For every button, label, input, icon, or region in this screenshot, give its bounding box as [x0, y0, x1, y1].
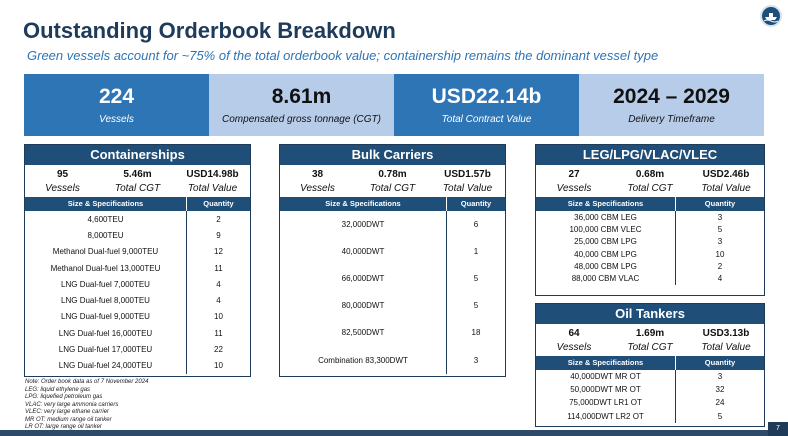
- cell-spec: LNG Dual-fuel 9,000TEU: [25, 309, 187, 325]
- cell-spec: 32,000DWT: [280, 211, 447, 238]
- cell-qty: 3: [717, 372, 723, 382]
- cell-qty: 4: [216, 279, 221, 289]
- ship-logo-icon: [760, 5, 782, 27]
- kpi-label: Vessels: [99, 114, 134, 125]
- cell-qty: 18: [471, 328, 481, 338]
- cell-qty: 22: [214, 345, 223, 355]
- header-qty: Quantity: [460, 199, 492, 208]
- cell-spec: 48,000 CBM LPG: [536, 260, 676, 272]
- cell-qty: 5: [717, 411, 723, 421]
- footnote: LEG: liquid ethylene gas: [25, 386, 91, 393]
- cell-spec: 40,000DWT MR OT: [536, 370, 676, 383]
- stat-cgt: [355, 165, 430, 197]
- cell-spec: 36,000 CBM LEG: [536, 211, 676, 223]
- panel-title: Oil Tankers: [536, 304, 764, 324]
- table-row: [536, 396, 764, 409]
- stat-cgt: [612, 165, 688, 197]
- cell-spec: 40,000DWT: [280, 238, 447, 265]
- cell-qty: 11: [214, 263, 223, 273]
- cell-spec: 88,000 CBM VLAC: [536, 272, 676, 284]
- cell-qty: 11: [214, 328, 223, 338]
- cell-spec: 114,000DWT LR2 OT: [536, 410, 676, 423]
- cell-spec: 4,600TEU: [25, 211, 187, 227]
- stat-label: Total Value: [701, 182, 751, 194]
- cell-spec: 100,000 CBM VLEC: [536, 223, 676, 235]
- cell-spec: 80,000DWT: [280, 292, 447, 319]
- kpi-label: Total Contract Value: [441, 114, 532, 125]
- kpi-value: 2024 – 2029: [613, 85, 730, 108]
- stat-label: Total CGT: [114, 182, 161, 194]
- stat-vessels: [25, 165, 100, 197]
- cell-qty: 10: [214, 312, 223, 322]
- kpi-label: Compensated gross tonnage (CGT): [222, 114, 381, 125]
- cell-qty: 3: [473, 355, 479, 365]
- cell-qty: 3: [717, 212, 723, 222]
- table-row: [25, 227, 250, 243]
- kpi-delivery-timeframe: [579, 74, 764, 136]
- cell-qty: 5: [473, 301, 479, 311]
- cell-spec: 50,000DWT MR OT: [536, 383, 676, 396]
- panel-stats: [536, 165, 764, 197]
- stat-label: Total Value: [701, 341, 751, 353]
- kpi-label: Delivery Timeframe: [628, 114, 715, 125]
- cell-qty: 2: [717, 261, 723, 271]
- panel-stats: [280, 165, 505, 197]
- stat-label: Vessels: [556, 182, 592, 194]
- stat-value: 5.46m: [123, 168, 152, 180]
- footnote: Note: Order book data as of 7 November 2024: [25, 379, 149, 385]
- stat-value-total: [175, 165, 250, 197]
- kpi-value: 224: [98, 85, 135, 108]
- cell-qty: 4: [216, 296, 221, 306]
- page-number: 7: [768, 422, 788, 436]
- cell-spec: LNG Dual-fuel 24,000TEU: [25, 358, 187, 374]
- header-qty: Quantity: [704, 358, 736, 367]
- table-row: [536, 272, 764, 284]
- kpi-strip: [24, 74, 764, 136]
- cell-spec: 8,000TEU: [25, 227, 187, 243]
- cell-qty: 6: [473, 220, 479, 230]
- stat-value: 0.78m: [378, 168, 407, 180]
- stat-label: Total CGT: [627, 341, 673, 353]
- cell-spec: Methanol Dual-fuel 13,000TEU: [25, 260, 187, 276]
- stat-vessels: [536, 165, 612, 197]
- stat-vessels: [280, 165, 355, 197]
- stat-value: 1.69m: [635, 327, 665, 339]
- stat-label: Total Value: [187, 182, 238, 194]
- cell-spec: 40,000 CBM LPG: [536, 248, 676, 260]
- table-row: [536, 236, 764, 248]
- stat-value-total: [430, 165, 505, 197]
- cell-spec: LNG Dual-fuel 7,000TEU: [25, 276, 187, 292]
- table-row: [536, 248, 764, 260]
- stat-value: 64: [568, 327, 580, 339]
- cell-spec: 25,000 CBM LPG: [536, 236, 676, 248]
- cell-spec: LNG Dual-fuel 17,000TEU: [25, 341, 187, 357]
- footnote: MR OT: medium range oil tanker: [25, 416, 112, 423]
- stat-vessels: [536, 324, 612, 356]
- stat-label: Vessels: [45, 182, 80, 194]
- footnotes: [25, 379, 148, 432]
- table-row: [280, 346, 505, 373]
- page-title: Outstanding Orderbook Breakdown: [23, 18, 396, 43]
- table-row: [25, 341, 250, 357]
- table-row: [25, 358, 250, 374]
- panel-gas-carriers: [535, 144, 765, 296]
- cell-qty: 10: [715, 249, 725, 259]
- table-header: [280, 197, 505, 211]
- table-header: [536, 356, 764, 370]
- stat-label: Total CGT: [369, 182, 416, 194]
- stat-value: 38: [311, 168, 324, 180]
- footnote: LR OT: large range oil tanker: [25, 424, 102, 430]
- stat-value: USD3.13b: [702, 327, 750, 339]
- stat-cgt: [612, 324, 688, 356]
- stat-label: Vessels: [300, 182, 335, 194]
- stat-value: USD1.57b: [444, 168, 491, 180]
- panel-oil-tankers: [535, 303, 765, 427]
- header-spec: Size & Specifications: [536, 356, 676, 370]
- cell-qty: 5: [717, 224, 723, 234]
- table-row: [536, 223, 764, 235]
- cell-qty: 1: [473, 247, 479, 257]
- cell-qty: 3: [717, 237, 723, 247]
- footnote: VLAC: very large ammonia carriers: [25, 401, 119, 408]
- panel-containerships: [24, 144, 251, 377]
- cell-spec: 75,000DWT LR1 OT: [536, 396, 676, 409]
- table-body: [25, 211, 250, 374]
- table-header: [536, 197, 764, 211]
- stat-value: USD14.98b: [186, 168, 239, 180]
- stat-value: 0.68m: [635, 168, 665, 180]
- header-spec: Size & Specifications: [25, 197, 187, 211]
- kpi-value: USD22.14b: [431, 85, 542, 108]
- stat-label: Total CGT: [627, 182, 673, 194]
- stat-value-total: [688, 165, 764, 197]
- stat-label: Vessels: [556, 341, 592, 353]
- header-spec: Size & Specifications: [280, 197, 447, 211]
- panel-stats: [25, 165, 250, 197]
- table-row: [25, 309, 250, 325]
- kpi-contract-value: [394, 74, 579, 136]
- panel-title: Containerships: [25, 145, 250, 165]
- table-row: [536, 211, 764, 223]
- panel-title: Bulk Carriers: [280, 145, 505, 165]
- table-row: [25, 292, 250, 308]
- stat-cgt: [100, 165, 175, 197]
- stat-value: 95: [56, 168, 69, 180]
- table-row: [280, 238, 505, 265]
- stat-label: Total Value: [442, 182, 493, 194]
- table-row: [25, 260, 250, 276]
- table-body: [280, 211, 505, 374]
- header-qty: Quantity: [704, 199, 736, 208]
- cell-qty: 5: [473, 274, 479, 284]
- table-row: [25, 276, 250, 292]
- cell-qty: 32: [715, 385, 725, 395]
- table-row: [536, 383, 764, 396]
- kpi-value: 8.61m: [271, 85, 332, 108]
- stat-value-total: [688, 324, 764, 356]
- table-row: [25, 244, 250, 260]
- stat-value: USD2.46b: [702, 168, 750, 180]
- cell-qty: 10: [214, 361, 223, 371]
- table-row: [280, 319, 505, 346]
- cell-spec: Combination 83,300DWT: [280, 346, 447, 373]
- panel-bulk-carriers: [279, 144, 506, 377]
- footnote: LPG: liquefied petroleum gas: [25, 394, 103, 400]
- table-body: [536, 370, 764, 423]
- cell-spec: LNG Dual-fuel 8,000TEU: [25, 292, 187, 308]
- footer-bar: [0, 430, 788, 436]
- cell-spec: 82,500DWT: [280, 319, 447, 346]
- table-row: [280, 292, 505, 319]
- cell-qty: 24: [715, 398, 725, 408]
- table-header: [25, 197, 250, 211]
- table-row: [536, 260, 764, 272]
- table-row: [280, 265, 505, 292]
- header-qty: Quantity: [203, 199, 234, 208]
- page-subtitle: Green vessels account for ~75% of the total orderbook value; containership remains the dominant vessel type: [27, 48, 659, 63]
- table-row: [25, 325, 250, 341]
- cell-qty: 4: [717, 274, 723, 284]
- stat-value: 27: [568, 168, 580, 180]
- table-body: [536, 211, 764, 285]
- cell-spec: LNG Dual-fuel 16,000TEU: [25, 325, 187, 341]
- panel-title: LEG/LPG/VLAC/VLEC: [536, 145, 764, 165]
- table-row: [25, 211, 250, 227]
- table-row: [280, 211, 505, 238]
- table-row: [536, 410, 764, 423]
- cell-spec: 66,000DWT: [280, 265, 447, 292]
- kpi-vessels: [24, 74, 209, 136]
- panel-stats: [536, 324, 764, 356]
- cell-qty: 12: [214, 247, 223, 257]
- table-row: [536, 370, 764, 383]
- cell-spec: Methanol Dual-fuel 9,000TEU: [25, 244, 187, 260]
- header-spec: Size & Specifications: [536, 197, 676, 211]
- footnote: VLEC: very large ethane carrier: [25, 409, 110, 415]
- cell-qty: 2: [216, 214, 221, 224]
- kpi-cgt: [209, 74, 394, 136]
- cell-qty: 9: [216, 230, 221, 240]
